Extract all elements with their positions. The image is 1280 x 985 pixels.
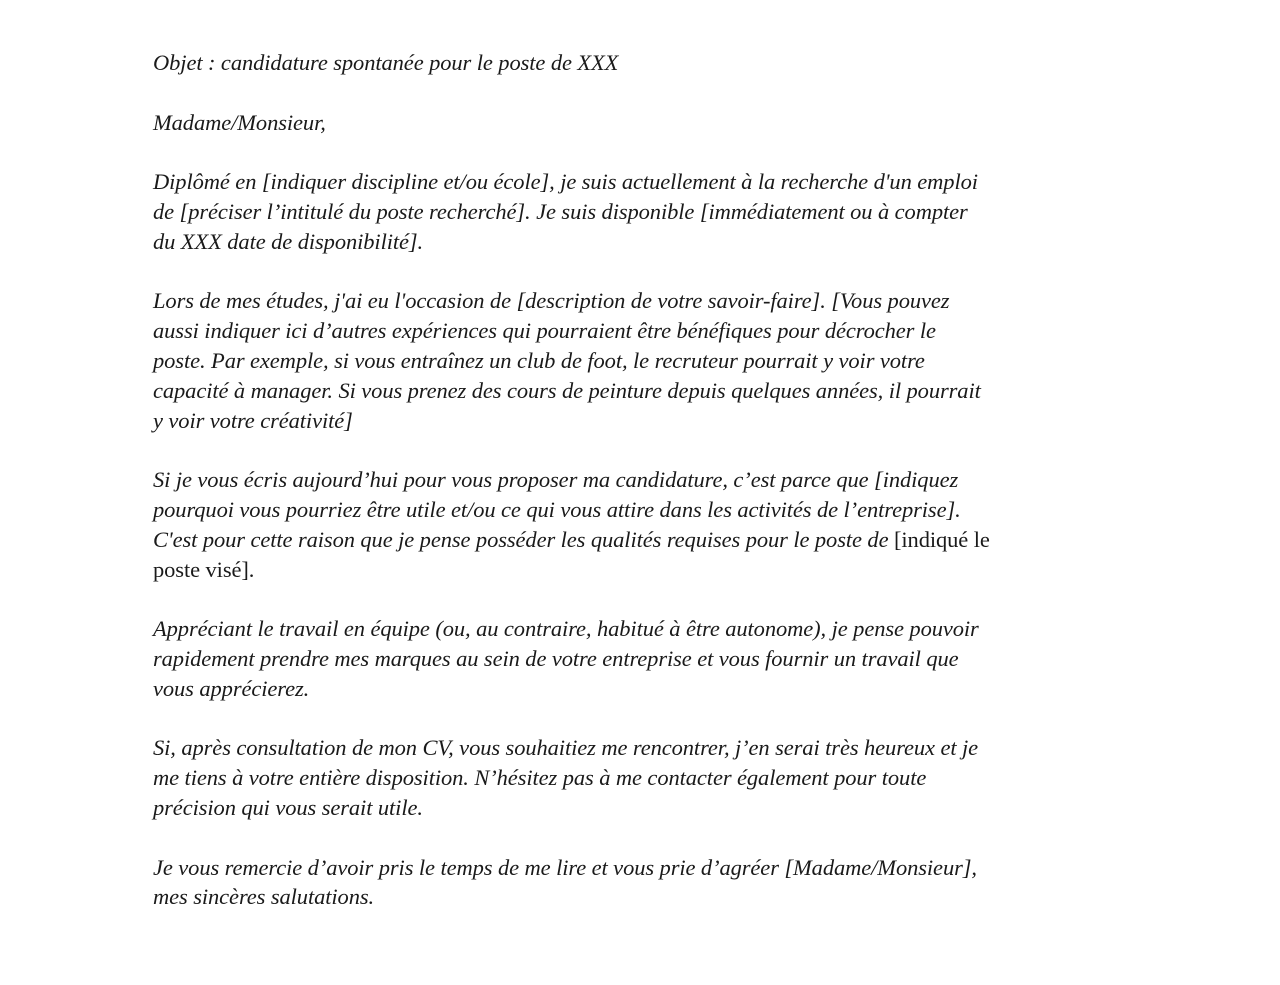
paragraph-3-line <box>153 525 1138 555</box>
paragraph-3-line <box>153 555 1138 585</box>
paragraph-3-line: pourquoi vous pourriez être utile et/ou ce qui vous attire dans les activités de l’entreprise]. <box>153 496 961 522</box>
paragraph-2-line: y voir votre créativité] <box>153 407 353 433</box>
paragraph-3-line: Si je vous écris aujourd’hui pour vous proposer ma candidature, c’est parce que [indiquez <box>153 467 959 493</box>
letter-document <box>153 48 1138 912</box>
paragraph-5-line: précision qui vous serait utile. <box>153 794 423 820</box>
paragraph-5-line: me tiens à votre entière disposition. N’hésitez pas à me contacter également pour toute <box>153 765 927 791</box>
paragraph-1-line: Diplômé en [indiquer discipline et/ou école], je suis actuellement à la recherche d'un emploi <box>153 169 978 195</box>
closing-line: Je vous remercie d’avoir pris le temps de me lire et vous prie d’agréer [Madame/Monsieur], <box>153 854 977 880</box>
closing-line: mes sincères salutations. <box>153 884 375 910</box>
paragraph-4 <box>153 614 1138 703</box>
salutation-line: Madame/Monsieur, <box>153 109 326 135</box>
paragraph-2-line: Lors de mes études, j'ai eu l'occasion de [description de votre savoir-faire]. [Vous pouvez <box>153 288 950 314</box>
paragraph-2-line: capacité à manager. Si vous prenez des cours de peinture depuis quelques années, il pourrait <box>153 377 981 403</box>
paragraph-2-line: aussi indiquer ici d’autres expériences qui pourraient être bénéfiques pour décrocher le <box>153 318 936 344</box>
paragraph-3-roman-text: poste visé]. <box>153 556 255 582</box>
paragraph-1 <box>153 167 1138 256</box>
paragraph-5 <box>153 733 1138 822</box>
paragraph-5-line: Si, après consultation de mon CV, vous souhaitiez me rencontrer, j’en serai très heureux et je <box>153 735 979 761</box>
closing-block <box>153 853 1138 913</box>
salutation-block <box>153 108 1138 138</box>
paragraph-3-roman-text: [indiqué le <box>894 526 990 552</box>
paragraph-2 <box>153 286 1138 435</box>
paragraph-2-line: poste. Par exemple, si vous entraînez un club de foot, le recruteur pourrait y voir votre <box>153 347 925 373</box>
paragraph-4-line: Appréciant le travail en équipe (ou, au contraire, habitué à être autonome), je pense pouvoir <box>153 616 979 642</box>
subject-line: Objet : candidature spontanée pour le poste de XXX <box>153 50 619 75</box>
paragraph-1-line: du XXX date de disponibilité]. <box>153 228 424 254</box>
paragraph-4-line: vous apprécierez. <box>153 675 310 701</box>
paragraph-3 <box>153 465 1138 584</box>
subject-block <box>153 48 1138 78</box>
paragraph-4-line: rapidement prendre mes marques au sein de votre entreprise et vous fournir un travail que <box>153 645 959 671</box>
paragraph-1-line: de [préciser l’intitulé du poste recherché]. Je suis disponible [immédiatement ou à compter <box>153 198 968 224</box>
paragraph-3-italic-text: C'est pour cette raison que je pense posséder les qualités requises pour le poste de <box>153 526 894 552</box>
